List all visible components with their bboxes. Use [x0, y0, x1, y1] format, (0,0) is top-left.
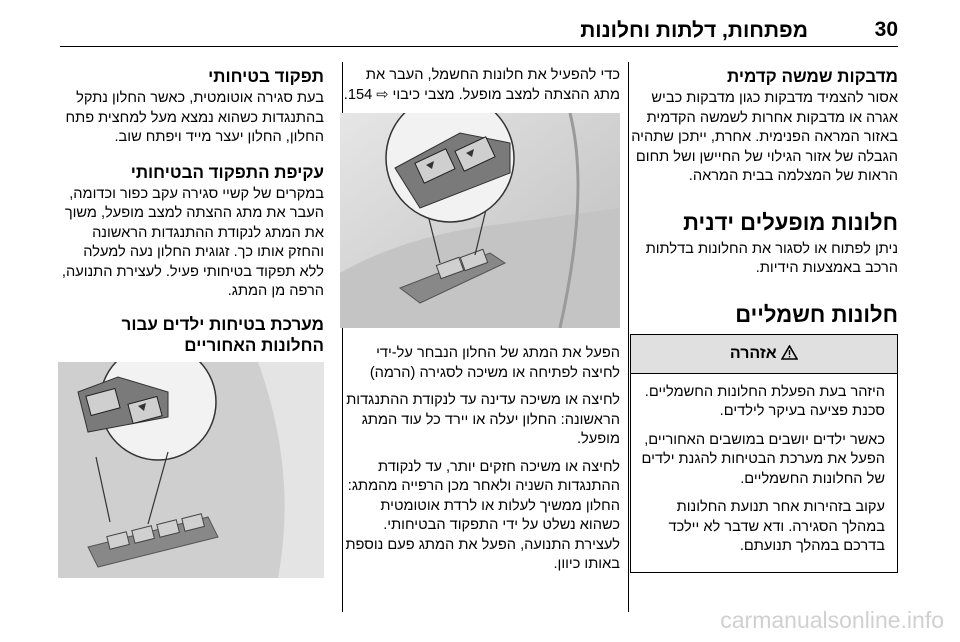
switch-operation-text: הפעל את המתג של החלון הנבחר על-ידי לחיצה לפתיחה או משיכה לסגירה (הרמה): [369, 345, 620, 381]
warning-title: אזהרה: [729, 344, 777, 362]
chapter-title: מפתחות, דלתות וחלונות: [580, 19, 808, 42]
sticker-heading: מדבקות שמשה קדמית: [726, 67, 898, 86]
page-number: 30: [874, 18, 898, 41]
right-column: [630, 66, 898, 573]
manual-windows-text: ניתן לפתוח או לסגור את החלונות בדלתות הרכב באמצעות הידיות.: [645, 240, 898, 276]
safety-function-heading: תפקוד בטיחותי: [208, 67, 324, 86]
warning-paragraph: כאשר ילדים יושבים במושבים האחוריים, הפעל את מערכת הבטיחות להגנת ילדים של החלונות החשמליים.: [641, 431, 885, 487]
warning-header: [631, 335, 897, 374]
left-column: [58, 66, 324, 578]
sticker-text: אסור להצמיד מדבקות כגון מדבקות כביש אגרה או מדבקות אחרות לשמשה הקדמית באזור המראה הפנימית. אחרת, ייתכן שתהיה הגבלה של אזור הגילוי של החיישן ושל תחום הראות של המצלמה בבית המראה.: [631, 90, 898, 184]
child-lock-figure: [58, 362, 324, 578]
override-heading: עקיפת התפקוד הבטיחותי: [130, 162, 324, 182]
second-detent-text: לחיצה או משיכה חזקים יותר, עד לנקודת ההתנגדות השניה ולאחר מכן הרפייה מהמתג: החלון ממשיך לעלות או לרדת אוטומטית כשהוא נשלט על ידי התפקוד הבטיחותי. לעצירת התנועה, הפעל את המתג פעם נוספת באותו כיוון.: [345, 458, 620, 572]
warning-box: [630, 334, 898, 573]
column-divider: [628, 62, 629, 612]
intro-text: כדי להפעיל את חלונות החשמל, העבר את מתג ההצתה למצב מופעל. מצבי כיבוי ⇨ 154.: [343, 67, 620, 103]
middle-column: [340, 66, 620, 583]
window-switch-figure: [340, 113, 620, 328]
manual-windows-heading: חלונות מופעלים ידנית: [683, 209, 898, 235]
child-lock-heading: מערכת בטיחות ילדים עבור החלונות האחוריים: [121, 314, 324, 355]
warning-paragraph: היזהר בעת הפעלת החלונות החשמליים. סכנת פציעה בעיקר לילדים.: [644, 383, 885, 419]
first-detent-text: לחיצה או משיכה עדינה עד לנקודת ההתנגדות הראשונה: החלון יעלה או יירד כל עוד המתג מופעל.: [346, 392, 620, 447]
warning-triangle-icon: [781, 345, 798, 360]
warning-paragraph: עקוב בזהירות אחר תנועת החלונות במהלך הסגירה. ודא שדבר לא יילכד בדרכם במהלך תנועתם.: [668, 499, 885, 554]
page-header: [60, 18, 898, 47]
override-text: במקרים של קשיי סגירה עקב כפור וכדומה, העבר את מתג ההצתה למצב מופעל, משוך את המתג לנקודת ההתנגדות הראשונה והחזק אותו כך. זגוגית החלון נעה למעלה ללא תפקוד בטיחותי פעיל. לעצירת התנועה, הרפה מן המתג.: [61, 185, 324, 299]
child-lock-illustration: [58, 362, 324, 578]
door-switch-illustration: [340, 113, 620, 328]
electric-windows-heading: חלונות חשמליים: [735, 301, 898, 327]
watermark: carmanualsonline.info: [720, 607, 944, 633]
safety-function-text: בעת סגירה אוטומטית, כאשר החלון נתקל בהתנגדות כשהוא נמצא מעל למחצית פתח החלון, החלון יעצר מייד ויפתח שוב.: [65, 90, 324, 145]
